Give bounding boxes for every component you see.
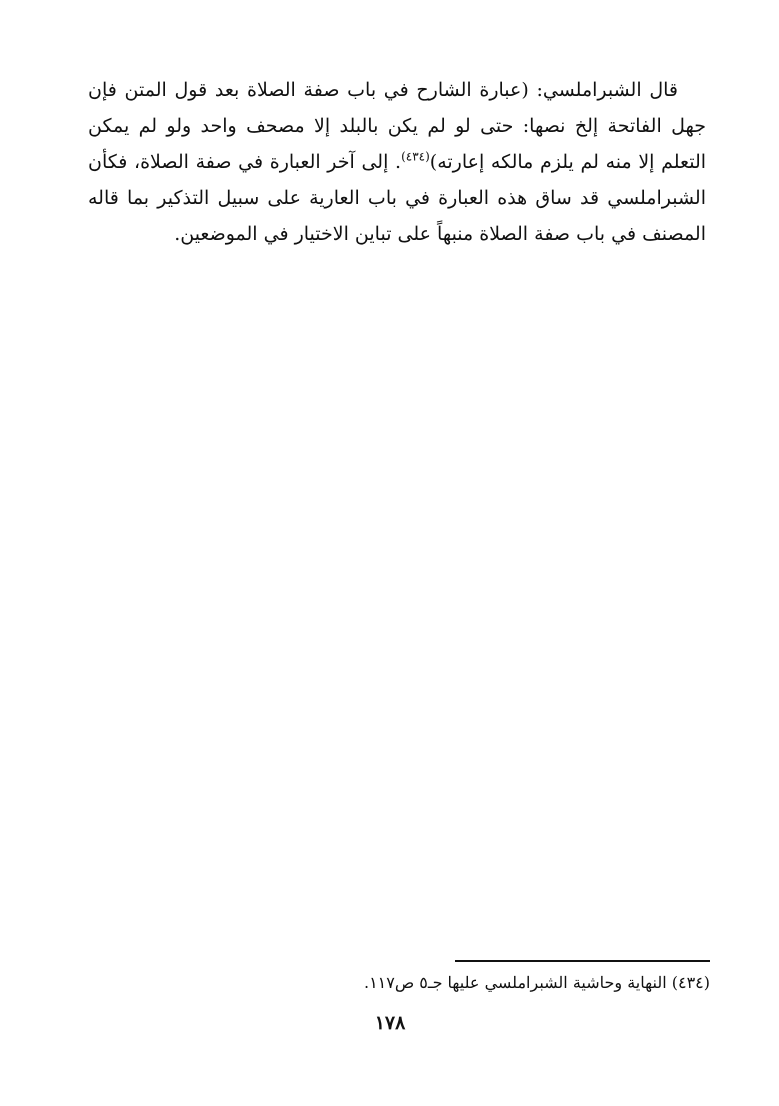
footnote — [300, 970, 710, 996]
paragraph — [88, 72, 706, 252]
paragraph-text-end: . إلى آخر العبارة في صفة الصلاة، فكأن الشبراملسي قد ساق هذه العبارة في باب العارية على سبيل التذكير بما قاله المصنف في باب صفة الصلاة منبهاً على تباين الاختيار في الموضعين. — [88, 151, 706, 245]
paragraph-text-start: قال الشبراملسي: (عبارة الشارح في باب صفة الصلاة بعد قول المتن فإن جهل الفاتحة إلخ نصها: حتى لو لم يكن بالبلد إلا مصحف واحد ولو لم يمكن التعلم إلا منه لم يلزم مالكه إعارته) — [88, 79, 707, 173]
page-number: ١٧٨ — [374, 1012, 406, 1034]
footnote-separator — [455, 960, 710, 962]
footnote-reference[interactable]: (٤٣٤) — [401, 149, 430, 164]
footnote-text: (٤٣٤) النهاية وحاشية الشبراملسي عليها جـ٥ ص١١٧. — [363, 973, 710, 992]
main-paragraph — [88, 72, 706, 252]
